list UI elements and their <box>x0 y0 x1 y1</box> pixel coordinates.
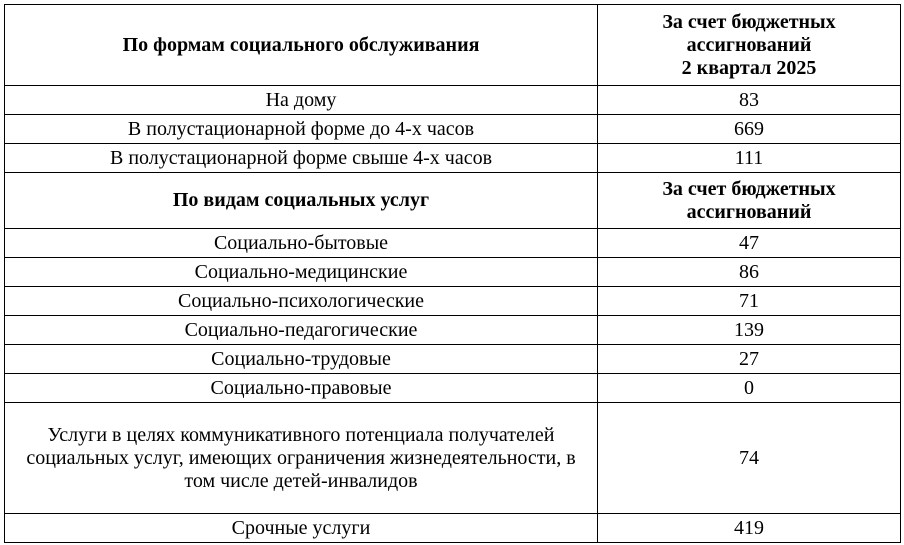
row-label: Социально-бытовые <box>5 229 598 258</box>
services-header-value: За счет бюджетных ассигнований <box>598 173 901 229</box>
table-row <box>5 258 901 287</box>
row-value: 71 <box>598 287 901 316</box>
row-value: 47 <box>598 229 901 258</box>
row-label: На дому <box>5 86 598 115</box>
row-value: 27 <box>598 345 901 374</box>
row-value: 74 <box>598 403 901 514</box>
row-value: 669 <box>598 115 901 144</box>
table-row <box>5 86 901 115</box>
social-services-table <box>4 4 901 543</box>
row-value: 83 <box>598 86 901 115</box>
row-value: 86 <box>598 258 901 287</box>
forms-header-value: За счет бюджетных ассигнований 2 квартал 2025 <box>598 5 901 86</box>
row-label: Социально-правовые <box>5 374 598 403</box>
services-header-label: По видам социальных услуг <box>5 173 598 229</box>
row-value: 419 <box>598 514 901 543</box>
table-row <box>5 374 901 403</box>
row-value: 111 <box>598 144 901 173</box>
table-row <box>5 345 901 374</box>
row-label: Социально-медицинские <box>5 258 598 287</box>
row-label: В полустационарной форме свыше 4-х часов <box>5 144 598 173</box>
table-row <box>5 115 901 144</box>
row-label: Социально-психологические <box>5 287 598 316</box>
header-row-services <box>5 173 901 229</box>
row-label: Социально-трудовые <box>5 345 598 374</box>
row-value: 0 <box>598 374 901 403</box>
row-value: 139 <box>598 316 901 345</box>
row-label: Срочные услуги <box>5 514 598 543</box>
table-row <box>5 287 901 316</box>
table-row <box>5 316 901 345</box>
table-row <box>5 229 901 258</box>
table-row <box>5 514 901 543</box>
header-row-forms <box>5 5 901 86</box>
row-label: Социально-педагогические <box>5 316 598 345</box>
table-row <box>5 403 901 514</box>
forms-header-label: По формам социального обслуживания <box>5 5 598 86</box>
row-label: В полустационарной форме до 4-х часов <box>5 115 598 144</box>
row-label: Услуги в целях коммуникативного потенциала получателей социальных услуг, имеющих ограничения жизнедеятельности, в том числе детей-инвалидов <box>5 403 598 514</box>
table-row <box>5 144 901 173</box>
